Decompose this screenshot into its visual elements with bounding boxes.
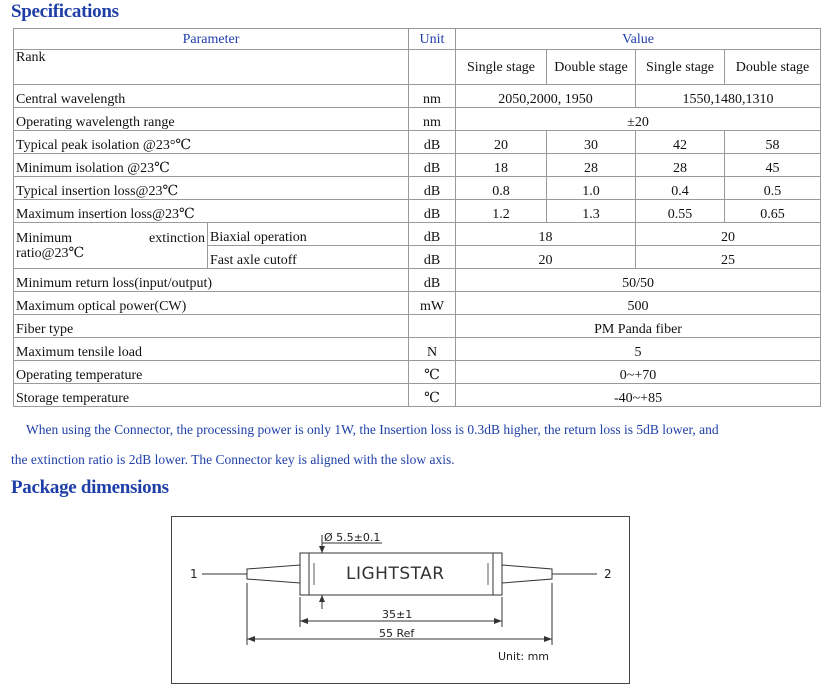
row-label: Minimum isolation @23℃	[14, 154, 409, 177]
table-row	[14, 85, 821, 108]
row-label: Typical insertion loss@23℃	[14, 177, 409, 200]
row-label: Maximum optical power(CW)	[14, 292, 409, 315]
row-value: 45	[725, 154, 821, 177]
row-unit: N	[409, 338, 456, 361]
row-value: 1.2	[456, 200, 547, 223]
table-header-row	[14, 29, 821, 50]
row-value: 18	[456, 154, 547, 177]
table-row	[14, 200, 821, 223]
specifications-table	[13, 28, 821, 407]
row-unit: mW	[409, 292, 456, 315]
package-drawing	[171, 516, 630, 684]
rank-unit	[409, 50, 456, 85]
table-row	[14, 154, 821, 177]
row-unit: dB	[409, 200, 456, 223]
row-value: 5	[456, 338, 821, 361]
row-label: Minimum return loss(input/output)	[14, 269, 409, 292]
row-unit: nm	[409, 85, 456, 108]
row-value: 20	[456, 246, 636, 269]
row-value: 18	[456, 223, 636, 246]
row-value: ±20	[456, 108, 821, 131]
row-label: Maximum insertion loss@23℃	[14, 200, 409, 223]
rank-stage: Double stage	[725, 50, 821, 85]
total-length-dimension: 55 Ref	[379, 627, 415, 640]
right-boot	[502, 565, 552, 583]
row-value: 30	[547, 131, 636, 154]
left-boot	[247, 565, 300, 583]
table-row	[14, 269, 821, 292]
row-value: 0~+70	[456, 361, 821, 384]
row-unit: dB	[409, 223, 456, 246]
table-row	[14, 292, 821, 315]
row-value: 20	[456, 131, 547, 154]
extinction-label-part: extinction	[149, 230, 205, 246]
row-value: 50/50	[456, 269, 821, 292]
row-unit: dB	[409, 269, 456, 292]
header-parameter: Parameter	[14, 29, 409, 50]
row-label: Typical peak isolation @23°℃	[14, 131, 409, 154]
port-in-label: 1	[190, 567, 198, 581]
row-value: 42	[636, 131, 725, 154]
row-unit: ℃	[409, 361, 456, 384]
header-value: Value	[456, 29, 821, 50]
row-value: 1550,1480,1310	[636, 85, 821, 108]
table-row	[14, 384, 821, 407]
row-value: -40~+85	[456, 384, 821, 407]
table-row	[14, 361, 821, 384]
row-unit: dB	[409, 177, 456, 200]
table-row	[14, 223, 821, 246]
extinction-label-part: ratio@23℃	[16, 245, 85, 261]
rank-label: Rank	[14, 50, 409, 85]
row-value: 0.8	[456, 177, 547, 200]
row-value: 58	[725, 131, 821, 154]
row-value: 500	[456, 292, 821, 315]
rank-row	[14, 50, 821, 85]
row-unit: dB	[409, 246, 456, 269]
row-label: Central wavelength	[14, 85, 409, 108]
row-value: PM Panda fiber	[456, 315, 821, 338]
row-unit: ℃	[409, 384, 456, 407]
rank-stage: Single stage	[456, 50, 547, 85]
row-unit	[409, 315, 456, 338]
row-value: 1.3	[547, 200, 636, 223]
row-label: Storage temperature	[14, 384, 409, 407]
row-unit: nm	[409, 108, 456, 131]
package-drawing-svg	[172, 517, 629, 683]
brand-label: LIGHTSTAR	[346, 564, 445, 584]
unit-label: Unit: mm	[498, 650, 550, 663]
rank-stage: Double stage	[547, 50, 636, 85]
row-label: Fast axle cutoff	[208, 246, 409, 269]
row-label: Biaxial operation	[208, 223, 409, 246]
port-out-label: 2	[604, 567, 612, 581]
row-value: 0.5	[725, 177, 821, 200]
row-value: 20	[636, 223, 821, 246]
row-unit: dB	[409, 154, 456, 177]
rank-stage: Single stage	[636, 50, 725, 85]
row-value: 28	[547, 154, 636, 177]
row-value: 0.55	[636, 200, 725, 223]
table-row	[14, 315, 821, 338]
table-row	[14, 338, 821, 361]
row-value: 2050,2000, 1950	[456, 85, 636, 108]
row-value: 1.0	[547, 177, 636, 200]
body-length-dimension: 35±1	[382, 608, 413, 621]
connector-note-line-1: When using the Connector, the processing power is only 1W, the Insertion loss is 0.3dB higher, the return loss is 5dB lower, and	[26, 422, 719, 437]
row-value: 0.65	[725, 200, 821, 223]
row-label: Fiber type	[14, 315, 409, 338]
connector-note-line-2: the extinction ratio is 2dB lower. The Connector key is aligned with the slow axis.	[11, 452, 455, 467]
specifications-heading: Specifications	[11, 1, 119, 22]
table-row	[14, 131, 821, 154]
package-dimensions-heading: Package dimensions	[11, 477, 169, 498]
row-value: 25	[636, 246, 821, 269]
row-unit: dB	[409, 131, 456, 154]
table-row	[14, 177, 821, 200]
header-unit: Unit	[409, 29, 456, 50]
diameter-dimension: Ø 5.5±0.1	[324, 531, 381, 544]
extinction-label-part: Minimum	[16, 230, 73, 246]
row-label: Maximum tensile load	[14, 338, 409, 361]
row-value: 0.4	[636, 177, 725, 200]
row-value: 28	[636, 154, 725, 177]
table-row	[14, 108, 821, 131]
row-label: Operating temperature	[14, 361, 409, 384]
row-label: Operating wavelength range	[14, 108, 409, 131]
extinction-ratio-label	[14, 223, 208, 269]
